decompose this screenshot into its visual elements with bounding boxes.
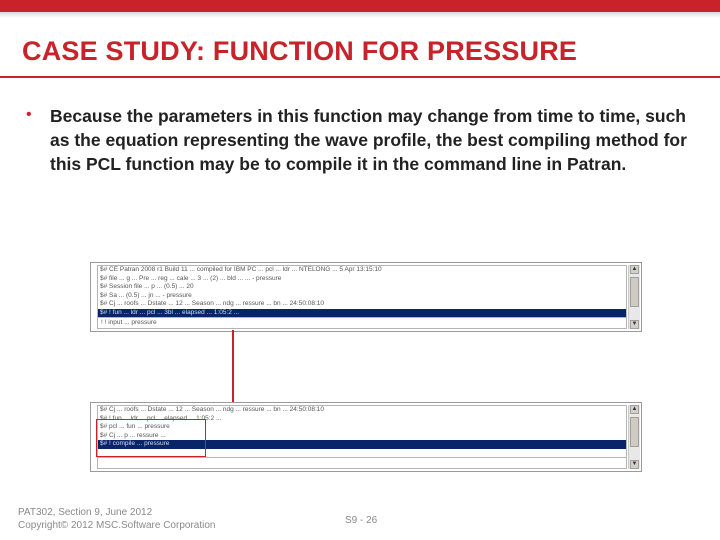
slide-title: CASE STUDY: FUNCTION FOR PRESSURE	[22, 36, 578, 66]
history-line[interactable]: $# ! compile ... pressure	[98, 440, 626, 449]
command-input[interactable]: ! ! input ... pressure	[98, 317, 626, 328]
scroll-thumb[interactable]	[630, 417, 639, 447]
bullet-marker: •	[26, 106, 32, 123]
history-line[interactable]: $# pcl ... fun ... pressure	[100, 423, 170, 431]
history-line[interactable]: $# Cj ... p ... ressure ...	[100, 431, 166, 439]
history-line[interactable]: $# CE Patran 2008 r1 Build 11 ... compiled for IBM PC ... pcl ... ldr ... NTELONG ... 5 Apr 13:15:10	[100, 266, 382, 273]
history-line[interactable]: $# Cj ... roofs ... Dstate ... 12 ... Season ... ndg ... ressure ... bn ... 24:50:08:10	[100, 300, 325, 308]
history-line[interactable]: $# ! fun ... ldr ... pcl ... 3bl ... elapsed ... 1:05:2 ...	[98, 309, 626, 318]
footer-course: PAT302, Section 9, June 2012	[18, 507, 153, 518]
page-number: S9 - 26	[345, 515, 378, 526]
footer-course-info	[18, 506, 215, 532]
history-line[interactable]: $# Session file ... p ... (0.5) ... 20	[100, 283, 194, 291]
footer-copyright: Copyright© 2012 MSC.Software Corporation	[18, 520, 216, 531]
history-pane	[97, 265, 627, 329]
scroll-up-icon[interactable]: ▲	[631, 266, 638, 272]
top-bar-shadow	[0, 12, 720, 18]
history-line[interactable]: $# ! fun ... ldr ... pcl ... elapsed ... 1:05:2 ...	[100, 414, 222, 422]
title-rule	[0, 76, 720, 78]
history-line[interactable]: $# Cj ... roofs ... Dstate ... 12 ... Season ... ndg ... ressure ... bn ... 24:50:08:10	[100, 406, 325, 413]
scroll-down-icon[interactable]: ▼	[631, 321, 638, 327]
scroll-thumb[interactable]	[630, 277, 639, 307]
bullet-text: Because the parameters in this function may change from time to time, such as the equation representing the wave profile, the best compiling method for this PCL function may be to compile it in the command line in Patran.	[50, 106, 687, 174]
history-scrollbar[interactable]	[628, 405, 640, 469]
history-line[interactable]: $# file ... g ... Pre ... reg ... cale ... 3 ... (2) ... bld ... ... - pressure	[100, 274, 282, 282]
highlight-box	[96, 419, 206, 457]
scroll-up-icon[interactable]: ▲	[631, 406, 638, 412]
history-line[interactable]: $# Sa ... (0.5) ... jn ... - pressure	[100, 291, 192, 299]
scroll-down-icon[interactable]: ▼	[631, 461, 638, 467]
command-history-screenshot-top	[90, 262, 642, 332]
top-accent-bar	[0, 0, 720, 12]
command-input[interactable]	[98, 457, 626, 468]
history-lines	[98, 266, 626, 318]
history-scrollbar[interactable]	[628, 265, 640, 329]
